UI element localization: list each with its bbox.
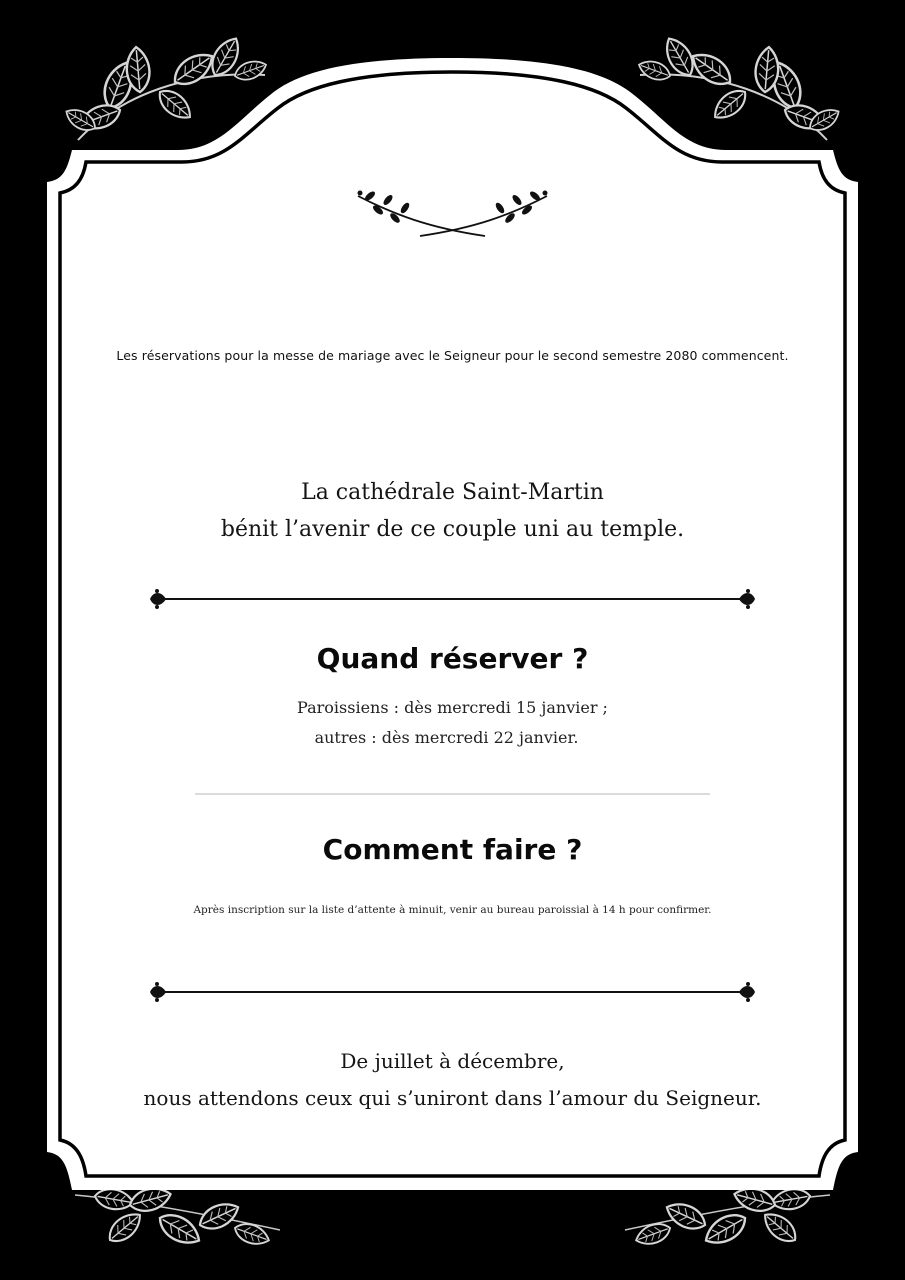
when-parishioners: Paroissiens : dès mercredi 15 janvier ; — [297, 698, 608, 717]
card-background — [47, 58, 858, 1190]
closing-text — [0, 1043, 905, 1117]
closing-line: nous attendons ceux qui s’uniront dans l’amour du Seigneur. — [143, 1086, 762, 1110]
blessing-line: bénit l’avenir de ce couple uni au temple. — [220, 517, 685, 542]
blessing-text — [0, 474, 905, 548]
when-others: autres : dès mercredi 22 janvier. — [314, 728, 579, 747]
how-instructions: Après inscription sur la liste d’attente à minuit, venir au bureau paroissial à 14 h pour confirmer. — [193, 904, 712, 916]
blessing-line: La cathédrale Saint-Martin — [301, 480, 604, 505]
how-heading: Comment faire ? — [322, 833, 583, 866]
closing-line: De juillet à décembre, — [340, 1049, 565, 1073]
leaf-spray-icon — [625, 1184, 830, 1250]
when-heading: Quand réserver ? — [316, 642, 589, 675]
intro-text: Les réservations pour la messe de mariage avec le Seigneur pour le second semestre 2080 commencent. — [116, 348, 789, 363]
leaf-spray-icon — [75, 1184, 280, 1250]
